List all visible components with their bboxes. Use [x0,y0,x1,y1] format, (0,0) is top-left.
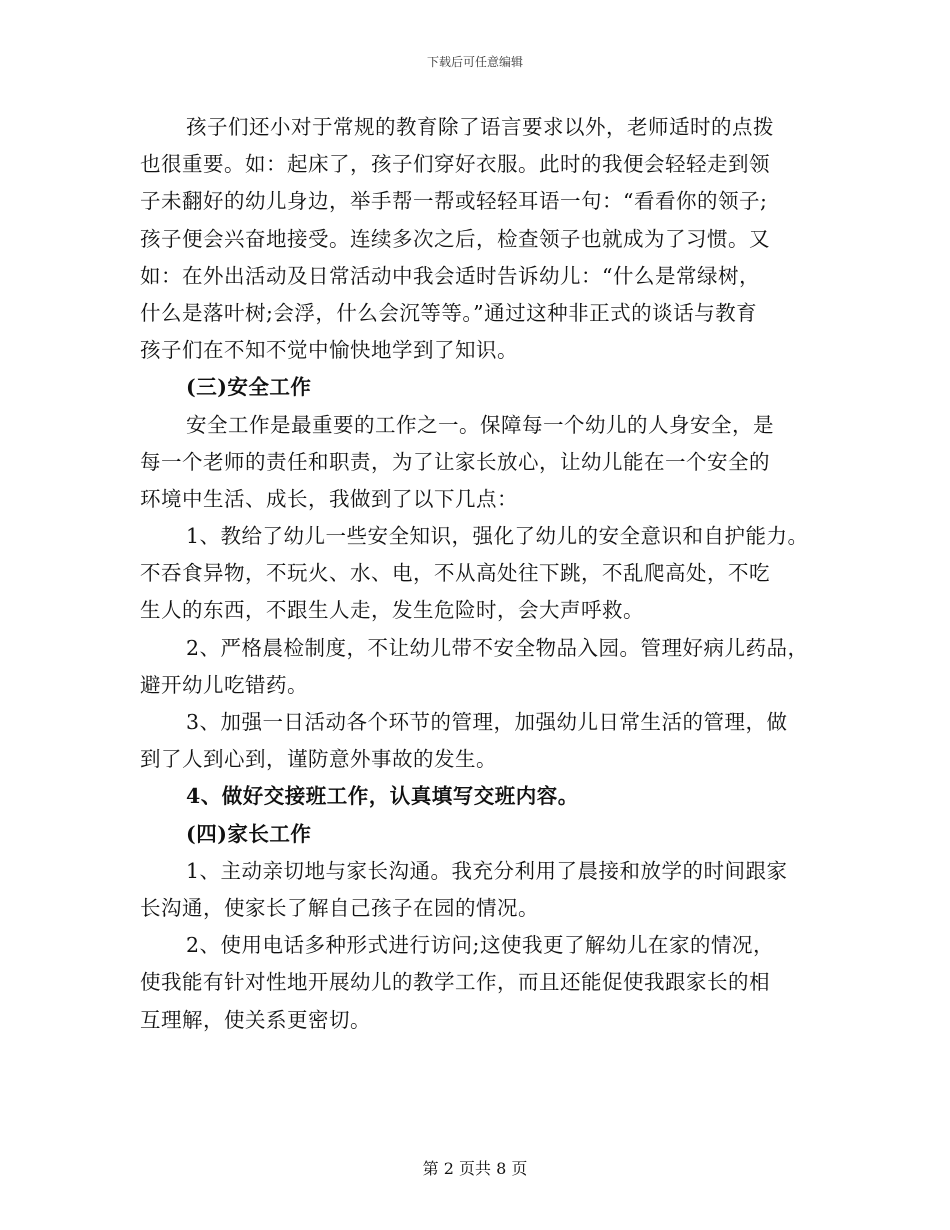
header-note: 下载后可任意编辑 [426,55,523,69]
text-line: 什么是落叶树;会浮，什么会沉等等。”通过这种非正式的谈话与教育 [140,300,758,325]
section-heading-line: 4、做好交接班工作，认真填写交班内容。 [186,784,579,809]
text-line: 1、教给了幼儿一些安全知识，强化了幼儿的安全意识和自护能力。 [186,524,809,549]
text-line: 如：在外出活动及日常活动中我会适时告诉幼儿：“什么是常绿树， [140,263,760,288]
text-line: 孩子便会兴奋地接受。连续多次之后，检查领子也就成为了习惯。又 [140,226,770,251]
text-line: 3、加强一日活动各个环节的管理，加强幼儿日常生活的管理，做 [186,710,788,734]
text-line: 生人的东西，不跟生人走，发生危险时，会大声呼救。 [140,598,644,623]
text-line: 避开幼儿吃错药。 [140,672,308,697]
text-line: 每一个老师的责任和职责，为了让家长放心，让幼儿能在一个安全的 [140,449,770,474]
section-heading-line: (三)安全工作 [186,375,312,400]
text-line: 使我能有针对性地开展幼儿的教学工作，而且还能促使我跟家长的相 [140,970,770,995]
text-line: 安全工作是最重要的工作之一。保障每一个幼儿的人身安全，是 [186,412,774,437]
text-line: 到了人到心到，谨防意外事故的发生。 [140,747,497,772]
text-line: 也很重要。如：起床了，孩子们穿好衣服。此时的我便会轻轻走到领 [140,152,770,177]
text-line: 2、使用电话多种形式进行访问;这使我更了解幼儿在家的情况， [186,933,774,958]
text-line: 2、严格晨检制度，不让幼儿带不安全物品入园。管理好病儿药品， [186,635,809,660]
text-line: 长沟通，使家长了解自己孩子在园的情况。 [140,895,539,920]
text-line: 互理解，使关系更密切。 [140,1007,371,1032]
text-line: 孩子们在不知不觉中愉快地学到了知识。 [140,338,518,363]
text-line: 子未翻好的幼儿身边，举手帮一帮或轻轻耳语一句：“看看你的领子; [140,189,768,214]
page-footer: 第 2 页共 8 页 [422,1159,528,1178]
text-line: 孩子们还小对于常规的教育除了语言要求以外，老师适时的点拨 [186,115,774,139]
text-line: 环境中生活、成长，我做到了以下几点： [140,486,518,511]
document-body [140,109,830,1039]
section-heading-line: (四)家长工作 [186,821,312,846]
text-line: 不吞食异物，不玩火、水、电，不从高处往下跳，不乱爬高处，不吃 [140,561,770,586]
text-line: 1、主动亲切地与家长沟通。我充分利用了晨接和放学的时间跟家 [186,858,788,883]
